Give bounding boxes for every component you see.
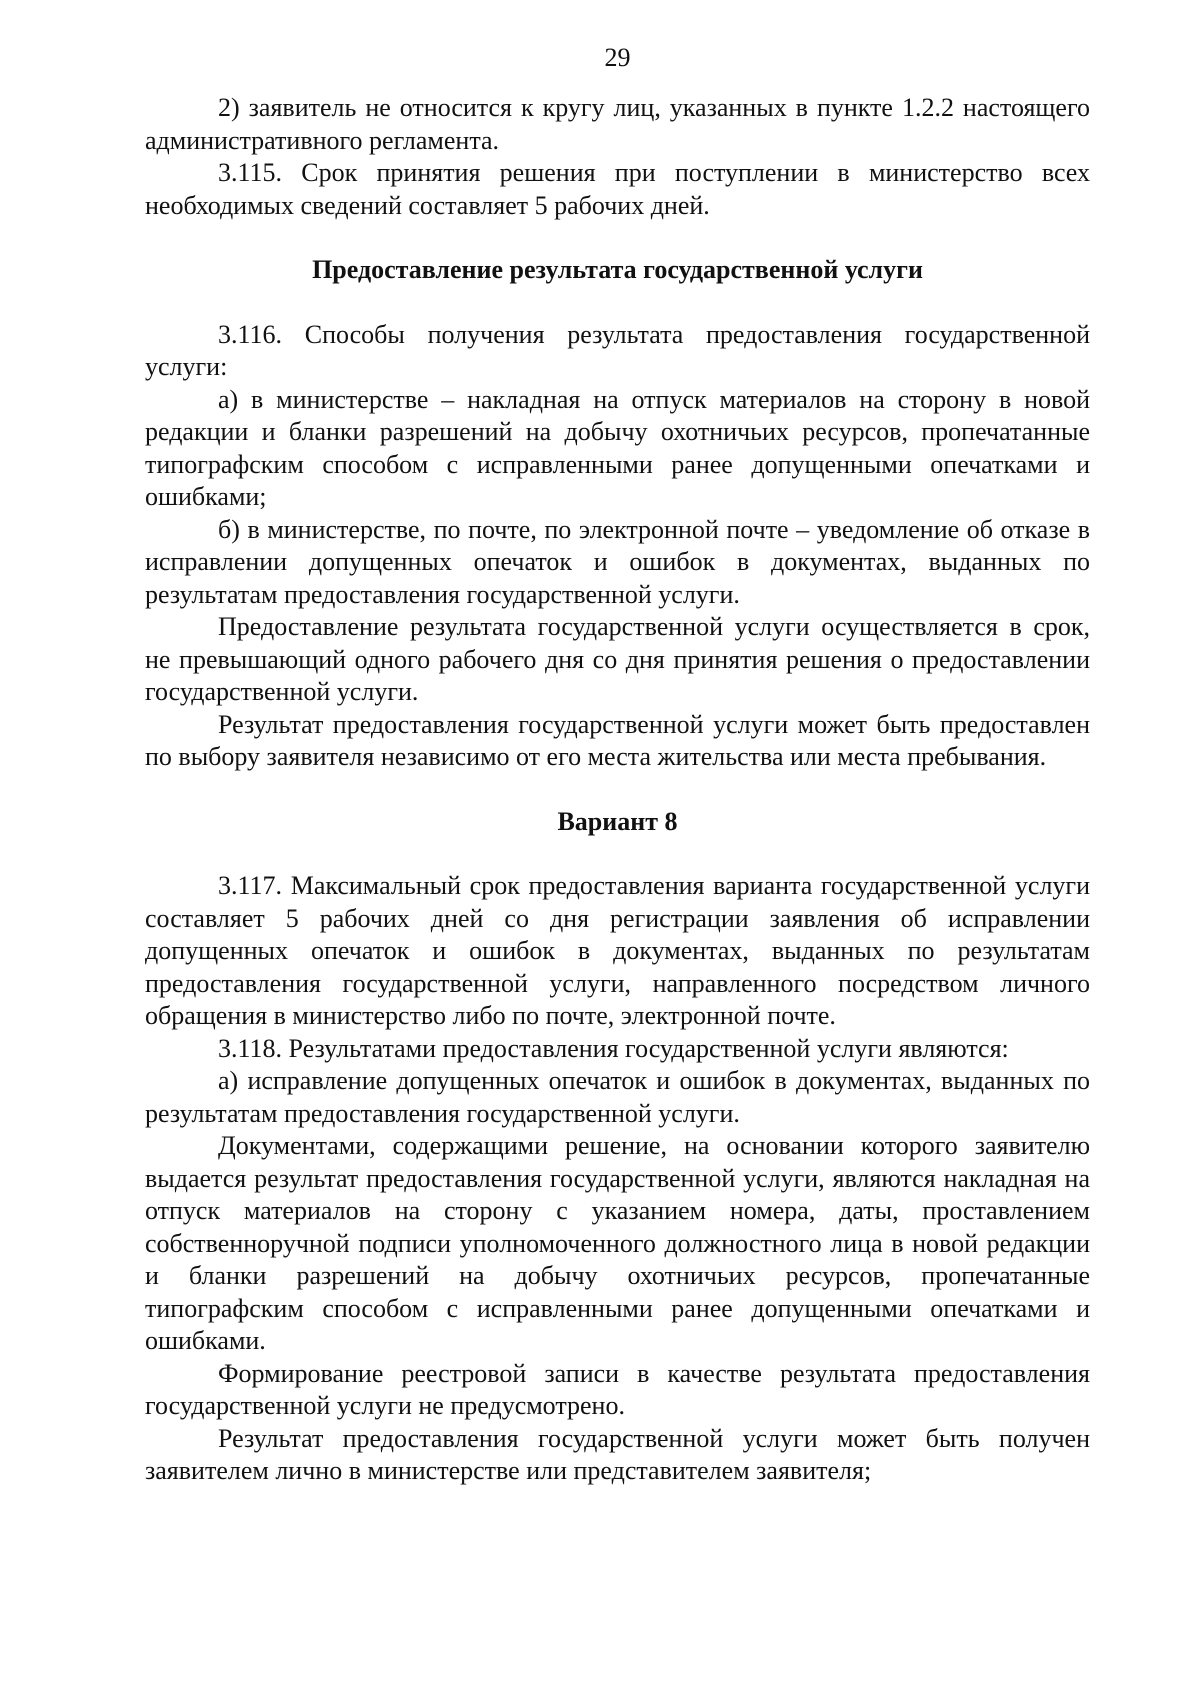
section-heading-result-provision: Предоставление результата государственной услуги [312,255,923,284]
paragraph-result-by-choice: Результат предоставления государственной услуги может быть предоставлен по выбору заявителя независимо от его места жительства или места пребывания. [145,709,1090,771]
paragraph-result-deadline: Предоставление результата государственной услуги осуществляется в срок, не превышающий одного рабочего дня со дня принятия решения о предоставлении государственной услуги. [145,612,1090,706]
paragraph-3-116: 3.116. Способы получения результата предоставления государственной услуги: [145,319,1090,381]
section-heading-variant-8: Вариант 8 [557,806,678,836]
item-a-ministry-invoice: а) в министерстве – накладная на отпуск материалов на сторону в новой редакции и бланки разрешений на добычу охотничьих ресурсов, пропечатанные типографским способом с исправленными ранее допущенными опечатками и ошибками; [145,384,1090,511]
paragraph-3-115: 3.115. Срок принятия решения при поступлении в министерство всех необходимых сведений составляет 5 рабочих дней. [145,158,1090,220]
page-number: 29 [604,43,631,72]
paragraph-3-118: 3.118. Результатами предоставления государственной услуги являются: [218,1033,1009,1063]
item-b-refusal-notice: б) в министерстве, по почте, по электронной почте – уведомление об отказе в исправлении допущенных опечаток и ошибок в документах, выданных по результатам предоставления государственной услуги. [145,514,1090,609]
paragraph-registry-record: Формирование реестровой записи в качестве результата предоставления государственной услуги не предусмотрено. [145,1358,1090,1420]
paragraph-result-received: Результат предоставления государственной услуги может быть получен заявителем лично в министерстве или представителем заявителя; [145,1423,1090,1485]
item-2-applicant-not-in-circle: 2) заявитель не относится к кругу лиц, указанных в пункте 1.2.2 настоящего административного регламента. [145,93,1090,155]
paragraph-3-117: 3.117. Максимальный срок предоставления варианта государственной услуги составляет 5 рабочих дней со дня регистрации заявления об исправлении допущенных опечаток и ошибок в документах, выданных по результатам предоставления государственной услуги, направленного посредством личного обращения в министерство либо по почте, электронной почте. [145,871,1090,1030]
paragraph-decision-documents: Документами, содержащими решение, на основании которого заявителю выдается результат предоставления государственной услуги, являются накладная на отпуск материалов на сторону с указанием номера, даты, проставлением собственноручной подписи уполномоченного должностного лица в новой редакции и бланки разрешений на добычу охотничьих ресурсов, пропечатанные типографским способом с исправленными ранее допущенными опечатками и ошибками. [145,1131,1090,1355]
item-a-correction: а) исправление допущенных опечаток и ошибок в документах, выданных по результатам предоставления государственной услуги. [145,1066,1090,1128]
